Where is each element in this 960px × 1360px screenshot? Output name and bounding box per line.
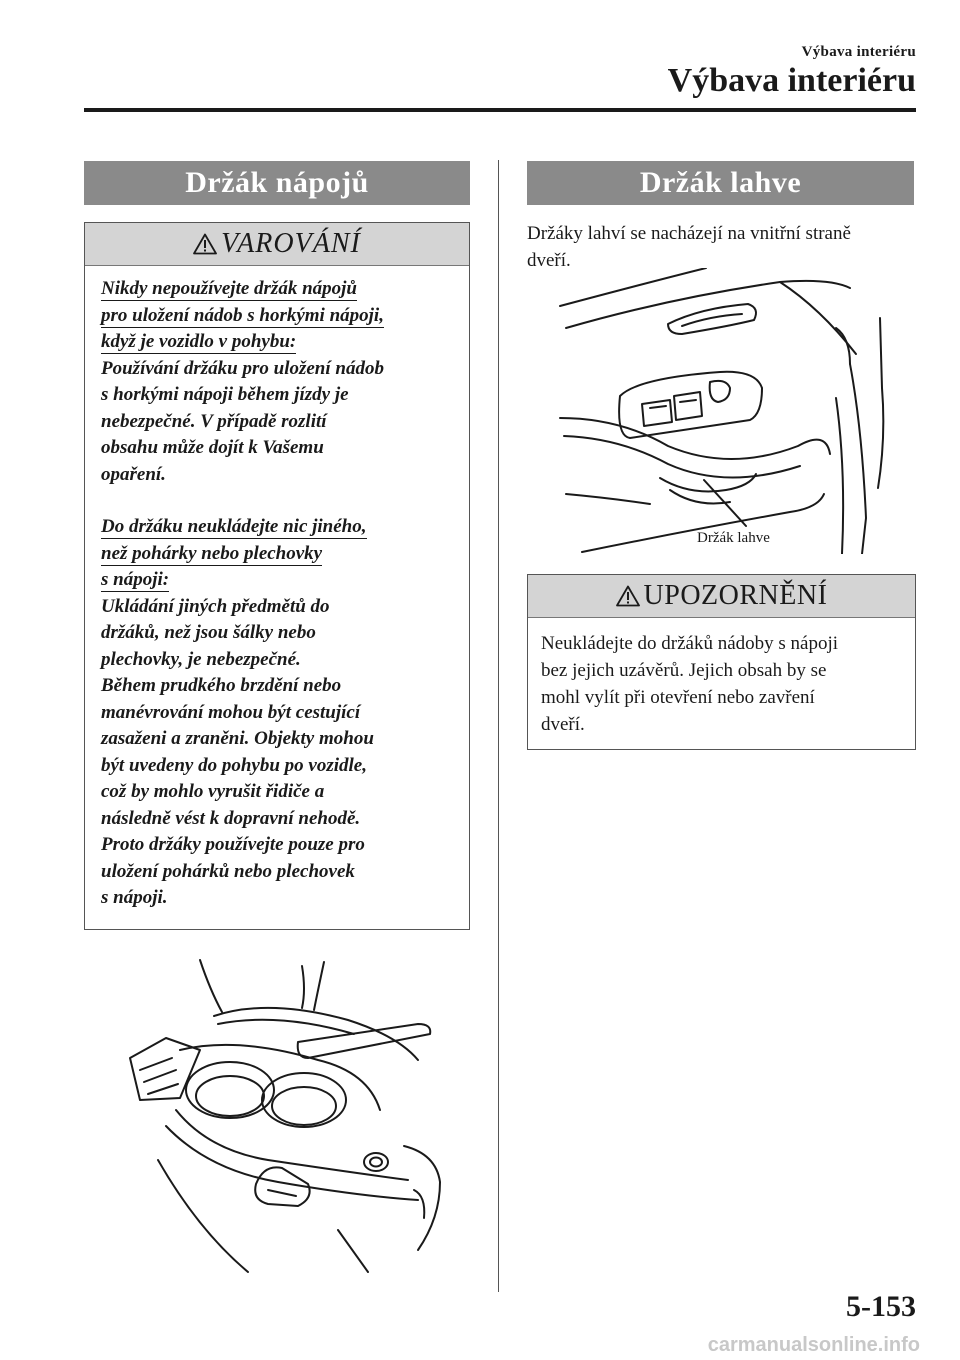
warning-triangle-icon	[616, 585, 640, 607]
text-line: Proto držáky používejte pouze pro	[101, 834, 365, 855]
text-line: držáků, než jsou šálky nebo	[101, 622, 316, 643]
warning-p2-body	[101, 594, 455, 912]
text-line: opaření.	[101, 463, 166, 485]
text-line: s horkými nápoji během jízdy je	[101, 384, 349, 405]
bottle-holder-intro	[527, 220, 917, 274]
column-divider	[498, 160, 499, 1292]
warning-box	[84, 222, 470, 930]
text-line: nebezpečné. V případě rozlití	[101, 410, 327, 432]
warning-p1-body	[101, 356, 455, 489]
caution-body	[528, 618, 915, 738]
warning-p1-underlined	[101, 276, 455, 356]
text-line: s nápoji.	[101, 887, 168, 908]
text-line: mohl vylít při otevření nebo zavření	[541, 687, 815, 708]
warning-body	[85, 266, 469, 912]
warning-p2-underlined	[101, 514, 455, 594]
text-line: když je vozidlo v pohybu:	[101, 331, 297, 352]
text-line: zasaženi a zraněni. Objekty mohou	[101, 728, 374, 749]
header-rule	[84, 108, 916, 112]
text-line: Nikdy nepoužívejte držák nápojů	[101, 278, 357, 299]
text-line: Neukládejte do držáků nádoby s nápoji	[541, 633, 839, 654]
cup-holder-illustration	[118, 950, 458, 1280]
text-line: s nápoji:	[101, 569, 170, 590]
warning-heading: VAROVÁNÍ	[221, 228, 361, 259]
caution-heading: UPOZORNĚNÍ	[643, 580, 828, 611]
warning-triangle-icon	[193, 233, 217, 255]
illustration-label: Držák lahve	[697, 530, 770, 546]
text-line: Držáky lahví se nacházejí na vnitřní straně	[527, 223, 851, 244]
warning-header	[85, 223, 469, 266]
text-line: Během prudkého brzdění nebo	[101, 675, 342, 696]
text-line: následně vést k dopravní nehodě.	[101, 807, 361, 829]
text-line: Ukládání jiných předmětů do	[101, 595, 330, 617]
caution-box	[527, 574, 916, 750]
text-line: uložení pohárků nebo plechovek	[101, 860, 355, 882]
text-line: Používání držáku pro uložení nádob	[101, 357, 384, 379]
text-line: manévrování mohou být cestující	[101, 701, 361, 723]
text-line: být uvedeny do pohybu po vozidle,	[101, 754, 367, 776]
text-line: dveří.	[527, 250, 571, 271]
section-title-cup-holder: Držák nápojů	[84, 161, 470, 205]
text-line: bez jejich uzávěrů. Jejich obsah by se	[541, 660, 827, 681]
page-number: 5-153	[846, 1290, 916, 1323]
door-bottle-holder-illustration	[550, 268, 890, 554]
text-line: obsahu může dojít k Vašemu	[101, 437, 324, 458]
text-line: dveří.	[541, 714, 585, 735]
footer-watermark: carmanualsonline.info	[707, 1334, 920, 1356]
caution-header	[528, 575, 915, 618]
text-line: pro uložení nádob s horkými nápoji,	[101, 304, 384, 326]
text-line: než pohárky nebo plechovky	[101, 542, 323, 564]
text-line: Do držáku neukládejte nic jiného,	[101, 516, 367, 537]
header-section-title: Výbava interiéru	[667, 62, 916, 99]
text-line: plechovky, je nebezpečné.	[101, 648, 301, 670]
header-section-small: Výbava interiéru	[801, 44, 916, 60]
section-title-bottle-holder: Držák lahve	[527, 161, 914, 205]
text-line: což by mohlo vyrušit řidiče a	[101, 781, 325, 802]
